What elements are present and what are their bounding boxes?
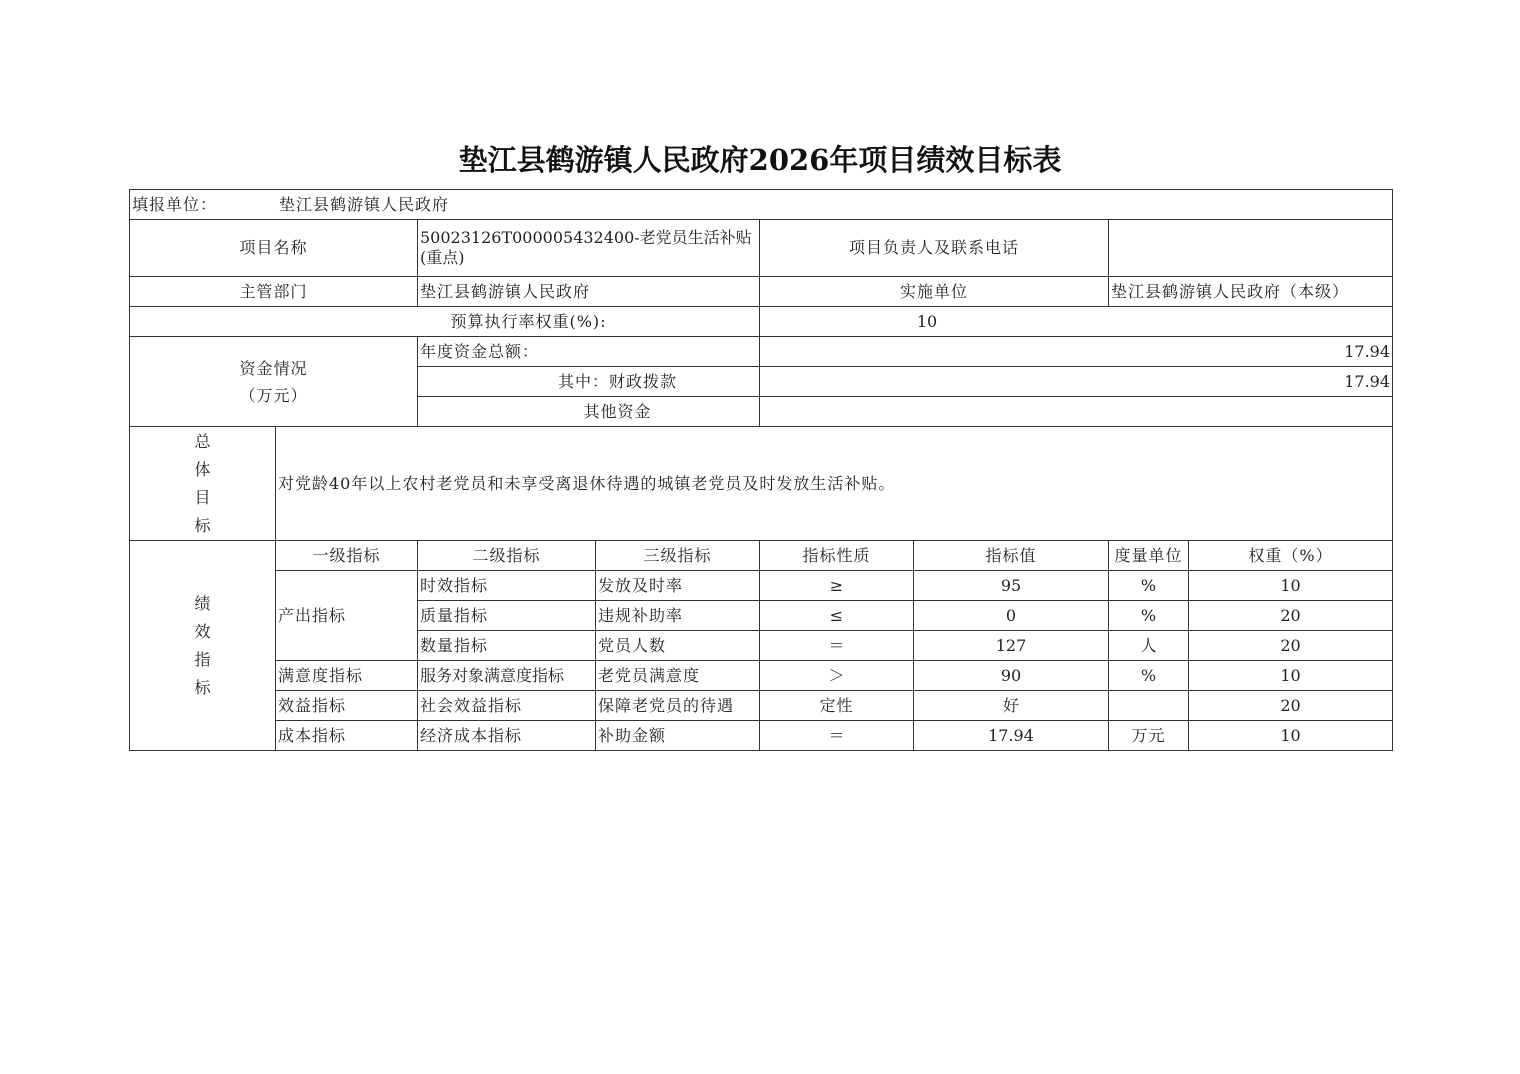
indicator-value: 17.94 — [914, 721, 1109, 751]
overall-goal-label-char: 体 — [194, 459, 211, 479]
indicator-unit — [1109, 691, 1189, 721]
funds-unit-label: （万元） — [239, 385, 308, 405]
funds-fiscal-value: 17.94 — [760, 367, 1393, 397]
indicator-row — [130, 691, 1393, 721]
header-nature: 指标性质 — [760, 541, 914, 571]
indicator-unit: % — [1109, 601, 1189, 631]
department-value: 垫江县鹤游镇人民政府 — [418, 277, 760, 307]
output-indicator-group: 产出指标 — [276, 571, 418, 661]
indicator-row — [130, 721, 1393, 751]
indicator-level3: 发放及时率 — [596, 571, 760, 601]
indicator-nature: ＝ — [760, 721, 914, 751]
indicator-unit: % — [1109, 661, 1189, 691]
implementing-unit-label: 实施单位 — [760, 277, 1109, 307]
overall-goal-label-char: 总 — [194, 431, 211, 451]
header-unit: 度量单位 — [1109, 541, 1189, 571]
indicator-row — [130, 661, 1393, 691]
header-level1: 一级指标 — [276, 541, 418, 571]
overall-goal-label — [130, 427, 276, 541]
indicator-unit: % — [1109, 571, 1189, 601]
header-value: 指标值 — [914, 541, 1109, 571]
indicators-label-char: 标 — [194, 677, 211, 697]
overall-goal-label-char: 标 — [194, 515, 211, 535]
indicator-nature: ＝ — [760, 631, 914, 661]
indicator-row — [130, 571, 1393, 601]
indicator-level3: 违规补助率 — [596, 601, 760, 631]
indicator-weight: 20 — [1189, 601, 1393, 631]
indicator-level2: 经济成本指标 — [418, 721, 596, 751]
project-name-value: 50023126T000005432400-老党员生活补贴(重点) — [418, 220, 760, 277]
indicator-weight: 20 — [1189, 631, 1393, 661]
project-name-label: 项目名称 — [130, 220, 418, 277]
indicator-value: 好 — [914, 691, 1109, 721]
indicator-weight: 10 — [1189, 721, 1393, 751]
overall-goal-row — [130, 427, 1393, 541]
funds-other-value — [760, 397, 1393, 427]
indicator-value: 127 — [914, 631, 1109, 661]
project-name-row — [130, 220, 1393, 277]
indicators-label-char: 效 — [194, 621, 211, 641]
funds-label-cell — [130, 337, 418, 427]
project-contact-value — [1109, 220, 1393, 277]
indicator-unit: 人 — [1109, 631, 1189, 661]
project-contact-label: 项目负责人及联系电话 — [760, 220, 1109, 277]
header-level2: 二级指标 — [418, 541, 596, 571]
indicator-level1: 满意度指标 — [276, 661, 418, 691]
indicator-level2: 数量指标 — [418, 631, 596, 661]
fill-unit-row — [130, 190, 1393, 220]
indicator-nature: ＞ — [760, 661, 914, 691]
indicator-level3: 补助金额 — [596, 721, 760, 751]
indicator-unit: 万元 — [1109, 721, 1189, 751]
department-row — [130, 277, 1393, 307]
indicator-weight: 10 — [1189, 661, 1393, 691]
fill-unit-value: 垫江县鹤游镇人民政府 — [279, 194, 450, 214]
funds-total-row — [130, 337, 1393, 367]
indicator-header-row — [130, 541, 1393, 571]
indicator-level3: 党员人数 — [596, 631, 760, 661]
fill-unit-cell — [130, 190, 1393, 220]
performance-target-table — [129, 189, 1393, 751]
indicator-level3: 保障老党员的待遇 — [596, 691, 760, 721]
indicator-level2: 时效指标 — [418, 571, 596, 601]
header-weight: 权重（%） — [1189, 541, 1393, 571]
funds-other-label: 其他资金 — [418, 397, 760, 427]
funds-total-value: 17.94 — [760, 337, 1393, 367]
indicator-nature: 定性 — [760, 691, 914, 721]
indicators-label-char: 指 — [194, 649, 211, 669]
indicator-nature: ≤ — [760, 601, 914, 631]
indicator-weight: 20 — [1189, 691, 1393, 721]
indicator-value: 90 — [914, 661, 1109, 691]
indicator-weight: 10 — [1189, 571, 1393, 601]
indicators-label-char: 绩 — [194, 593, 211, 613]
header-level3: 三级指标 — [596, 541, 760, 571]
budget-weight-label: 预算执行率权重(%): — [130, 307, 760, 337]
indicator-level2: 社会效益指标 — [418, 691, 596, 721]
indicator-level1: 成本指标 — [276, 721, 418, 751]
indicators-label — [130, 541, 276, 751]
department-label: 主管部门 — [130, 277, 418, 307]
page-title: 垫江县鹤游镇人民政府2026年项目绩效目标表 — [458, 143, 1062, 177]
overall-goal-text: 对党龄40年以上农村老党员和未享受离退休待遇的城镇老党员及时发放生活补贴。 — [276, 427, 1393, 541]
budget-weight-row — [130, 307, 1393, 337]
budget-weight-value: 10 — [760, 307, 1393, 337]
overall-goal-label-char: 目 — [194, 487, 211, 507]
indicator-level2: 质量指标 — [418, 601, 596, 631]
indicator-level3: 老党员满意度 — [596, 661, 760, 691]
indicator-level1: 效益指标 — [276, 691, 418, 721]
indicator-level2: 服务对象满意度指标 — [418, 661, 596, 691]
funds-fiscal-label: 其中：财政拨款 — [418, 367, 760, 397]
funds-total-label: 年度资金总额： — [418, 337, 760, 367]
implementing-unit-value: 垫江县鹤游镇人民政府（本级） — [1109, 277, 1393, 307]
fill-unit-label: 填报单位： — [132, 194, 218, 214]
indicator-nature: ≥ — [760, 571, 914, 601]
funds-label: 资金情况 — [239, 358, 308, 378]
indicator-value: 95 — [914, 571, 1109, 601]
indicator-value: 0 — [914, 601, 1109, 631]
